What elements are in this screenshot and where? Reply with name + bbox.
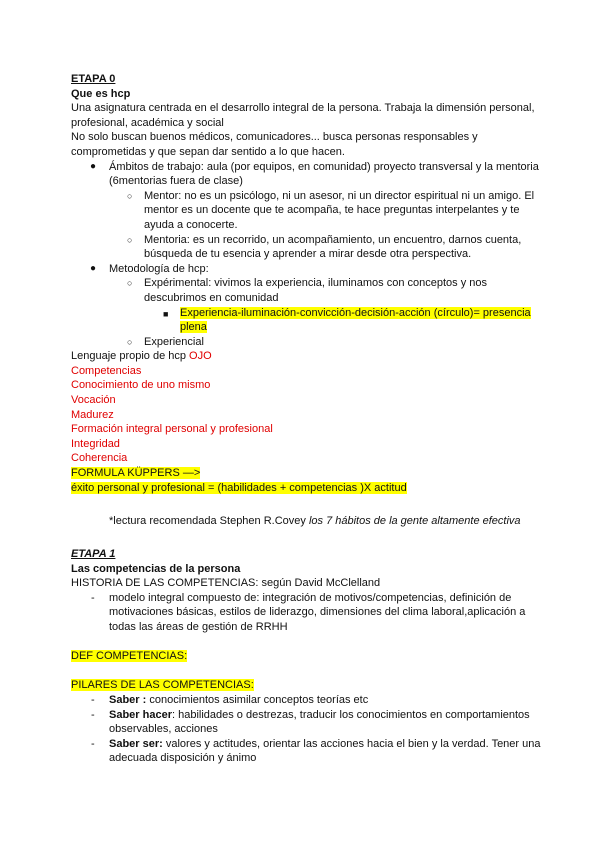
dash-bullet-icon: -	[91, 693, 95, 706]
red-term-formacion: Formación integral personal y profesional	[71, 423, 273, 436]
list-item-experiencia-highlight: ■ Experiencia-iluminación-convicción-decisión-acción (círculo)= presencia plena	[163, 306, 531, 334]
circle-bullet-icon: ○	[127, 278, 133, 289]
list-item-saber-ser: - Saber ser: valores y actitudes, orientar las acciones hacia el bien y la verdad. Tener una adecuada disposición y ánimo	[91, 737, 541, 765]
red-term-integridad: Integridad	[71, 437, 120, 450]
red-term-coherencia: Coherencia	[71, 452, 128, 465]
list-item-modelo: - modelo integral compuesto de: integración de motivos/competencias, definición de motivaciones básicas, estilos de liderazgo, dimensiones del clima laboral,aplicación a todas las áreas de gestión de RRHH	[91, 591, 526, 633]
disc-bullet-icon: ●	[90, 160, 97, 172]
list-item-metodologia: ● Metodología de hcp:	[90, 262, 209, 275]
ojo-text: OJO	[189, 350, 212, 363]
lenguaje-line: Lenguaje propio de hcp OJO	[71, 350, 212, 363]
dash-bullet-icon: -	[91, 708, 95, 721]
list-item-mentor: ○ Mentor: no es un psicólogo, ni un asesor, ni un director espiritual ni un amigo. El mentor es un docente que te acompaña, te hace preguntas interpelantes y te ayuda a conocerte.	[127, 189, 535, 231]
list-item-saber: - Saber : conocimientos asimilar conceptos teorías etc	[91, 693, 369, 706]
list-item-saber-hacer: - Saber hacer: habilidades o destrezas, traducir los conocimientos en comportamientos observables, acciones	[91, 708, 530, 736]
etapa1-subheading: Las competencias de la persona	[71, 562, 241, 575]
etapa0-paragraph-1: Una asignatura centrada en el desarrollo integral de la persona. Trabaja la dimensión personal, profesional, académica y social	[71, 102, 535, 129]
etapa0-subheading: Que es hcp	[71, 87, 131, 100]
pilares-competencias: PILARES DE LAS COMPETENCIAS:	[71, 679, 254, 692]
red-term-competencias: Competencias	[71, 364, 142, 377]
square-bullet-icon: ■	[163, 308, 169, 319]
red-term-madurez: Madurez	[71, 408, 114, 421]
lectura-recomendada: *lectura recomendada Stephen R.Covey los 7 hábitos de la gente altamente efectiva	[109, 514, 521, 527]
dash-bullet-icon: -	[91, 591, 95, 604]
red-term-vocacion: Vocación	[71, 394, 116, 407]
historia-line: HISTORIA DE LAS COMPETENCIAS: según David McClelland	[71, 577, 381, 590]
red-term-conocimiento: Conocimiento de uno mismo	[71, 379, 211, 392]
list-item-mentoria: ○ Mentoria: es un recorrido, un acompañamiento, un encuentro, darnos cuenta, búsqueda de tu esencia y aprender a mirar desde otra perspectiva.	[127, 233, 522, 261]
formula-text: éxito personal y profesional = (habilidades + competencias )X actitud	[71, 481, 407, 494]
disc-bullet-icon: ●	[90, 262, 97, 274]
circle-bullet-icon: ○	[127, 234, 133, 245]
etapa1-heading: ETAPA 1	[71, 548, 116, 560]
list-item-experiencial: ○ Experiencial	[127, 335, 204, 348]
circle-bullet-icon: ○	[127, 190, 133, 201]
etapa0-paragraph-2: No solo buscan buenos médicos, comunicadores... busca personas responsables y comprometidas y que sepan dar sentido a lo que hacen.	[71, 131, 478, 158]
list-item-ambitos: ● Ámbitos de trabajo: aula (por equipos, en comunidad) proyecto transversal y la mentoria (6mentorias fuera de clase)	[90, 160, 539, 188]
list-item-experimental: ○ Expérimental: vivimos la experiencia, iluminamos con conceptos y nos descubrimos en comunidad	[127, 277, 487, 304]
circle-bullet-icon: ○	[127, 336, 133, 347]
etapa0-heading: ETAPA 0	[71, 73, 116, 85]
document-body	[71, 72, 541, 766]
formula-label: FORMULA KÜPPERS —>	[71, 467, 201, 480]
def-competencias: DEF COMPETENCIAS:	[71, 650, 188, 663]
dash-bullet-icon: -	[91, 737, 95, 750]
